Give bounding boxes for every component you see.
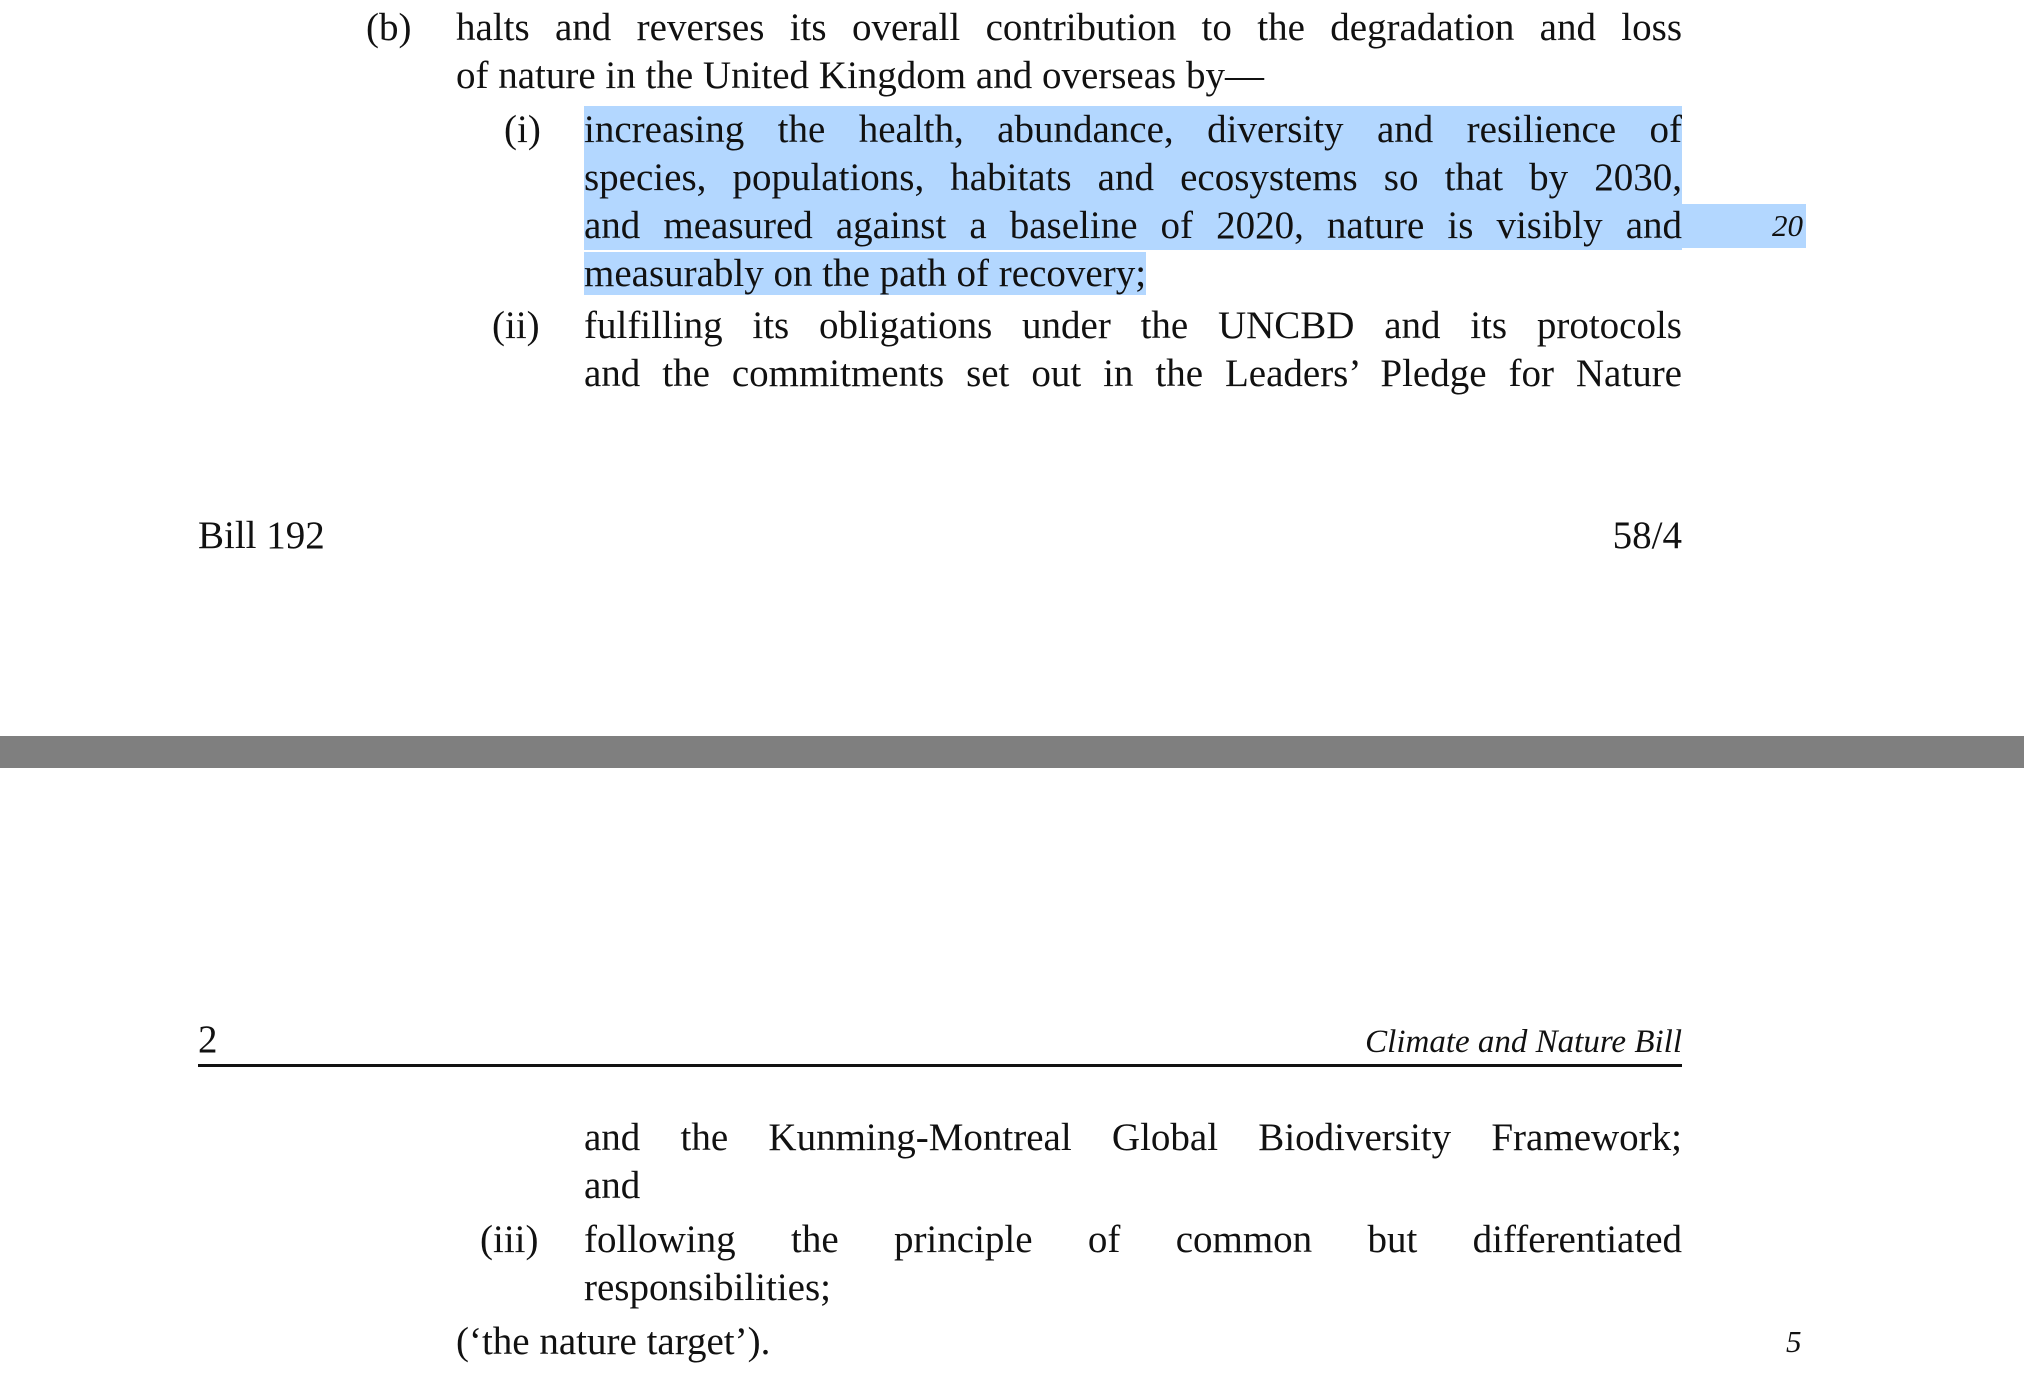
line-number-20: 20 bbox=[1772, 208, 1803, 243]
bottom-page bbox=[0, 768, 2024, 1376]
item-ii-continued-line-1[interactable]: and the Kunming-Montreal Global Biodiversity Framework; bbox=[584, 1116, 1682, 1159]
clause-b-line-2[interactable]: of nature in the United Kingdom and overseas by— bbox=[456, 54, 1264, 97]
item-i-line-1[interactable]: increasing the health, abundance, diversity and resilience of bbox=[584, 106, 1682, 154]
page-separator bbox=[0, 736, 2024, 768]
item-ii-marker: (ii) bbox=[492, 304, 540, 347]
bill-label: Bill 192 bbox=[198, 514, 325, 557]
item-iii-marker: (iii) bbox=[480, 1218, 539, 1261]
item-ii-line-2[interactable]: and the commitments set out in the Leaders’ Pledge for Nature bbox=[584, 352, 1682, 395]
header-rule bbox=[198, 1064, 1682, 1067]
running-title: Climate and Nature Bill bbox=[1365, 1024, 1682, 1060]
item-ii-line-1[interactable]: fulfilling its obligations under the UNCBD and its protocols bbox=[584, 304, 1682, 347]
nature-target-definition[interactable]: (‘the nature target’). bbox=[456, 1320, 771, 1363]
item-i-line-2[interactable]: species, populations, habitats and ecosystems so that by 2030, bbox=[584, 154, 1682, 202]
line-number-5: 5 bbox=[1786, 1324, 1802, 1359]
item-iii-line-2[interactable]: responsibilities; bbox=[584, 1266, 831, 1309]
item-i-line-4-text[interactable]: measurably on the path of recovery; bbox=[584, 252, 1147, 295]
item-i-marker: (i) bbox=[504, 108, 541, 151]
item-i-line-4[interactable] bbox=[584, 250, 1146, 298]
clause-b-marker: (b) bbox=[366, 6, 412, 49]
item-i-line-3[interactable]: and measured against a baseline of 2020, nature is visibly and bbox=[584, 202, 1682, 250]
page-number: 2 bbox=[198, 1018, 218, 1061]
bill-code: 58/4 bbox=[1612, 514, 1682, 557]
item-ii-continued-line-2[interactable]: and bbox=[584, 1164, 641, 1207]
clause-b-line-1[interactable]: halts and reverses its overall contribution to the degradation and loss bbox=[456, 6, 1682, 49]
item-iii-line-1[interactable]: following the principle of common but differentiated bbox=[584, 1218, 1682, 1261]
